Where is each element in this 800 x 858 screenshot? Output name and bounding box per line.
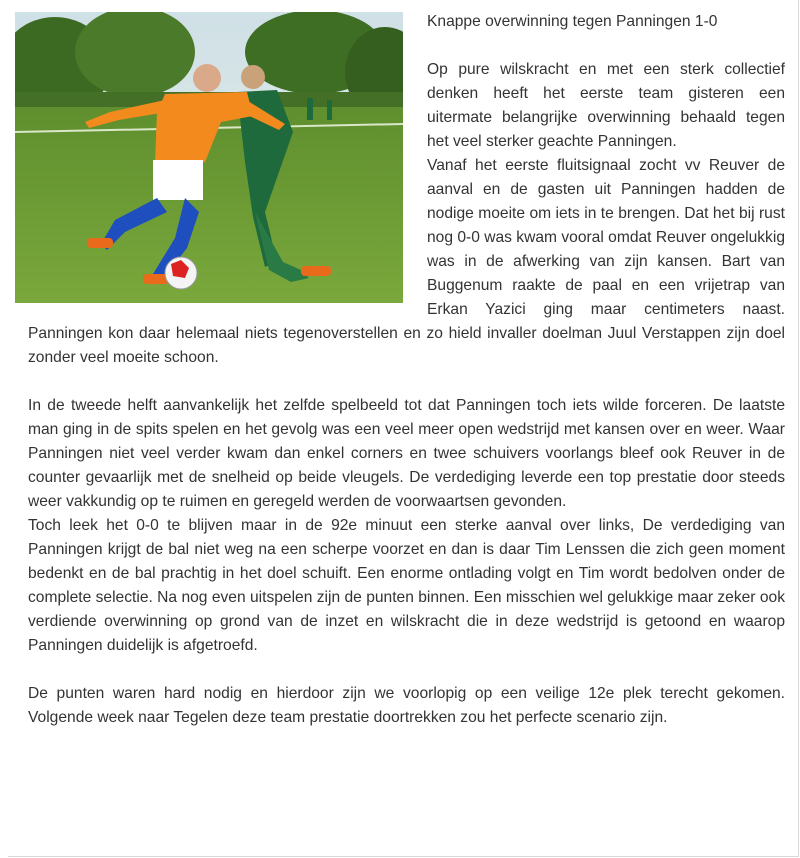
article-headline: Knappe overwinning tegen Panningen 1-0 — [427, 13, 718, 30]
article-paragraph-5: De punten waren hard nodig en hierdoor zijn we voorlopig op een veilige 12e plek terecht gekomen. Volgende week naar Tegelen deze team prestatie doortrekken zou het perfecte scenario zijn. — [28, 685, 785, 726]
article-paragraph-3: In de tweede helft aanvankelijk het zelfde spelbeeld tot dat Panningen toch iets wilde forceren. De laatste man ging in de spits spelen en het gevolg was een veel meer open wedstrijd met kansen over en weer. Waar Panningen niet veel verder kwam dan enkel corners en twee schuivers voorlangs bleef ook Reuver in de counter gevaarlijk met de snelheid op beide vleugels. De verdediging leverde een top prestatie door steeds weer vakkundig op te ruimen en geregeld werden de voorwaartsen gevonden. — [28, 397, 785, 510]
football-match-photo-icon — [15, 12, 403, 303]
match-report — [28, 10, 785, 730]
match-photo — [15, 12, 403, 303]
article-paragraph-2: Vanaf het eerste fluitsignaal zocht vv Reuver de aanval en de gasten uit Panningen hadden de nodige moeite om iets in te brengen. Dat het bij rust nog 0-0 was kwam vooral omdat Reuver ongelukkig was in de afwerking van zijn kansen. Bart van Buggenum raakte de paal en een vrijetrap van Erkan Yazici ging maar centimeters naast. Panningen kon daar helemaal niets tegenoverstellen en zo hield invaller doelman Juul Verstappen zijn doel zonder veel moeite schoon. — [28, 157, 785, 366]
paragraph-gap — [28, 658, 785, 682]
article-paragraph-4: Toch leek het 0-0 te blijven maar in de 92e minuut een sterke aanval over links, De verdediging van Panningen krijgt de bal niet weg na een scherpe voorzet en dan is daar Tim Lenssen die zich geen moment bedenkt en de bal prachtig in het doel schuift. Een enorme ontlading volgt en Tim wordt bedolven onder de complete selectie. Na nog even uitspelen zijn de punten binnen. Een misschien wel gelukkige maar zeker ook verdiende overwinning op grond van de inzet en wilskracht die in deze wedstrijd is getoond en waarop Panningen duidelijk is afgetroefd. — [28, 517, 785, 654]
article-paragraph-1: Op pure wilskracht en met een sterk collectief denken heeft het eerste team gisteren een uitermate belangrijke overwinning behaald tegen het veel sterker geachte Panningen. — [427, 61, 785, 150]
paragraph-gap — [28, 370, 785, 394]
